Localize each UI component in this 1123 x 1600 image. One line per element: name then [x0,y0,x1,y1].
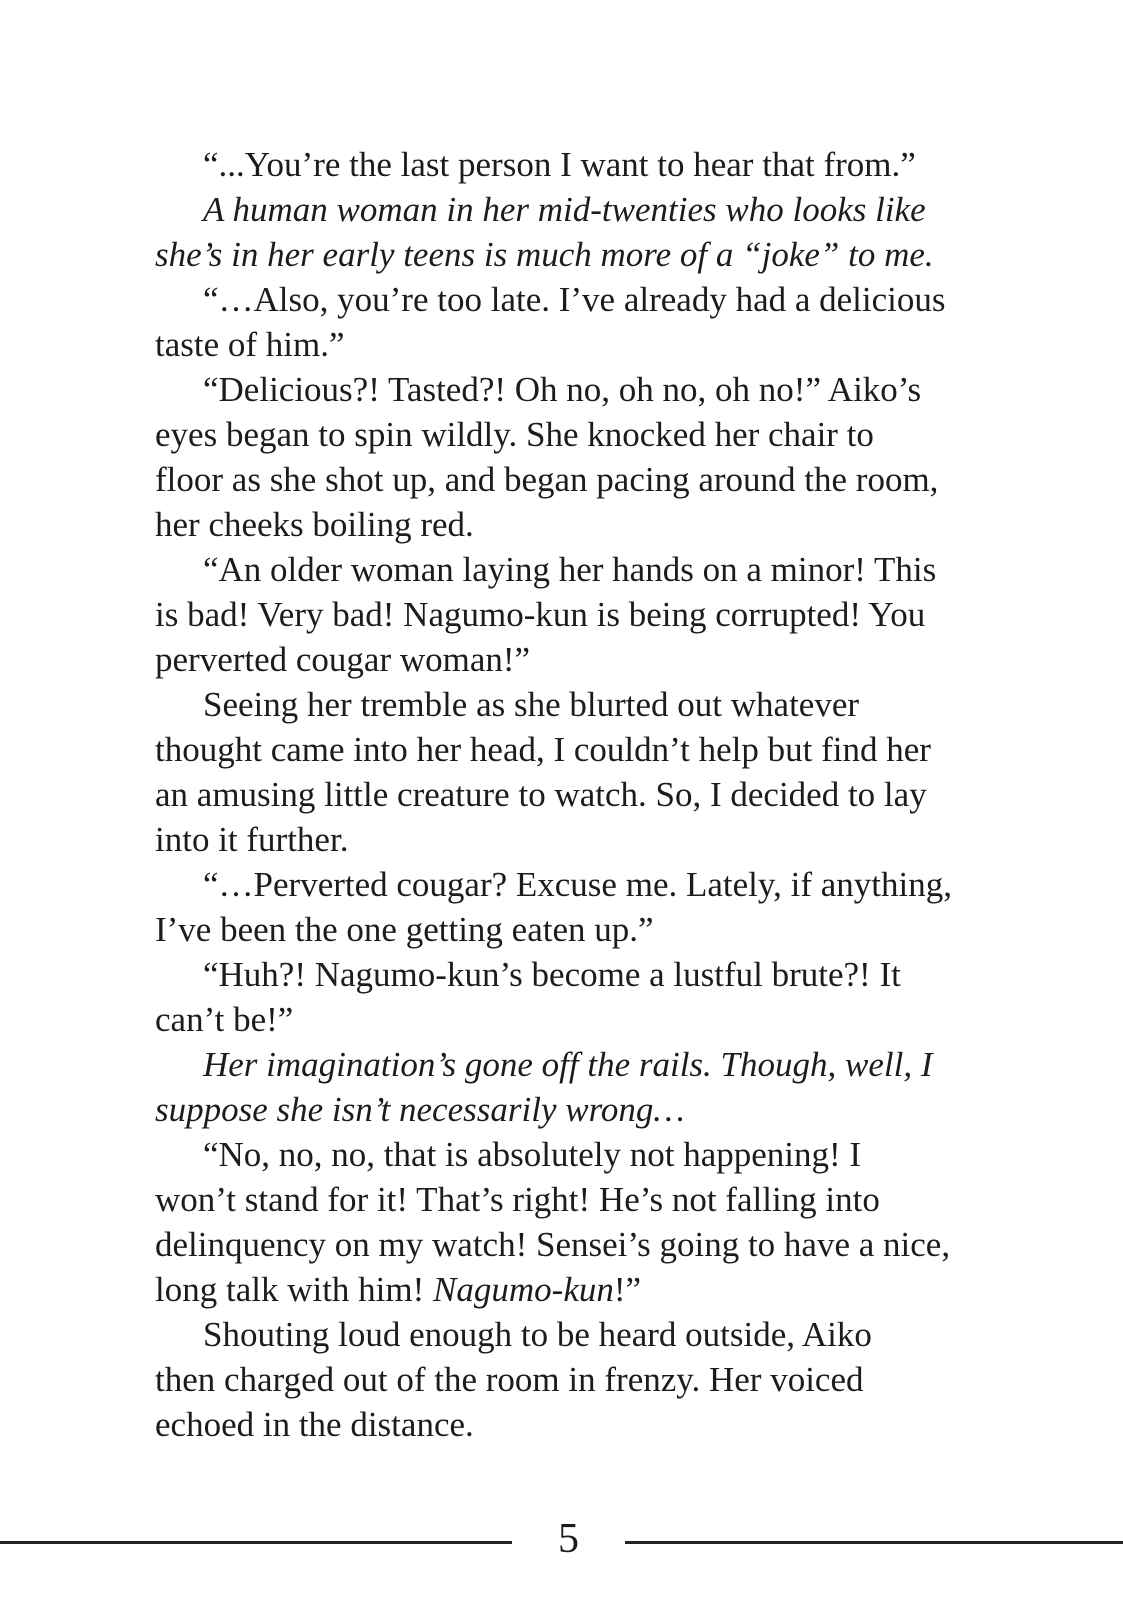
text-line [155,232,1060,277]
text-segment: an amusing little creature to watch. So, I decided to lay [155,775,927,814]
text-line [155,277,1060,322]
text-line [155,457,1060,502]
text-segment: into it further. [155,820,349,859]
text-segment: Her imagination’s gone off the rails. Though, well, I [203,1045,933,1084]
text-segment: Seeing her tremble as she blurted out whatever [203,685,860,724]
text-segment: then charged out of the room in frenzy. Her voiced [155,1360,864,1399]
text-line [155,1087,1060,1132]
text-segment: won’t stand for it! That’s right! He’s not falling into [155,1180,880,1219]
text-line [155,412,1060,457]
text-line [155,772,1060,817]
text-segment: “An older woman laying her hands on a minor! This [203,550,937,589]
footer-rule-right [625,1541,1123,1544]
text-line [155,1357,1060,1402]
text-line [155,1042,1060,1087]
page-number: 5 [558,1516,579,1562]
text-segment: she’s in her early teens is much more of a “joke” to me. [155,235,934,274]
text-line [155,817,1060,862]
text-line [155,682,1060,727]
text-segment: is bad! Very bad! Nagumo-kun is being corrupted! You [155,595,926,634]
text-line [155,1177,1060,1222]
text-segment: Shouting loud enough to be heard outside, Aiko [203,1315,872,1354]
text-line [155,727,1060,772]
page-text [155,142,1060,1447]
text-segment: suppose she isn’t necessarily wrong… [155,1090,685,1129]
text-segment: perverted cougar woman!” [155,640,531,679]
text-line [155,187,1060,232]
text-line [155,502,1060,547]
text-segment: thought came into her head, I couldn’t help but find her [155,730,931,769]
text-line [155,1132,1060,1177]
text-segment: long talk with him! [155,1270,434,1309]
text-segment: taste of him.” [155,325,345,364]
text-segment: delinquency on my watch! Sensei’s going to have a nice, [155,1225,951,1264]
text-segment: “No, no, no, that is absolutely not happening! I [203,1135,862,1174]
text-segment: “Huh?! Nagumo-kun’s become a lustful brute?! It [203,955,901,994]
text-segment: A human woman in her mid-twenties who looks like [203,190,926,229]
text-segment: !” [613,1270,642,1309]
text-line [155,997,1060,1042]
text-line [155,907,1060,952]
text-segment: floor as she shot up, and began pacing around the room, [155,460,939,499]
text-segment: echoed in the distance. [155,1405,474,1444]
text-segment: “…Also, you’re too late. I’ve already had a delicious [203,280,946,319]
text-segment: “Delicious?! Tasted?! Oh no, oh no, oh no!” Aiko’s [203,370,922,409]
text-segment: Nagumo-kun [433,1270,614,1309]
footer-rule-left [0,1541,512,1544]
text-line [155,1267,1060,1312]
text-segment: eyes began to spin wildly. She knocked her chair to [155,415,874,454]
text-line [155,367,1060,412]
text-segment: can’t be!” [155,1000,294,1039]
text-line [155,142,1060,187]
text-line [155,1402,1060,1447]
text-line [155,1312,1060,1357]
text-segment: “…Perverted cougar? Excuse me. Lately, if anything, [203,865,952,904]
text-line [155,1222,1060,1267]
text-line [155,862,1060,907]
text-line [155,637,1060,682]
text-line [155,547,1060,592]
text-segment: her cheeks boiling red. [155,505,474,544]
text-segment: I’ve been the one getting eaten up.” [155,910,654,949]
text-segment: “...You’re the last person I want to hear that from.” [203,145,916,184]
text-line [155,592,1060,637]
text-line [155,322,1060,367]
text-line [155,952,1060,997]
